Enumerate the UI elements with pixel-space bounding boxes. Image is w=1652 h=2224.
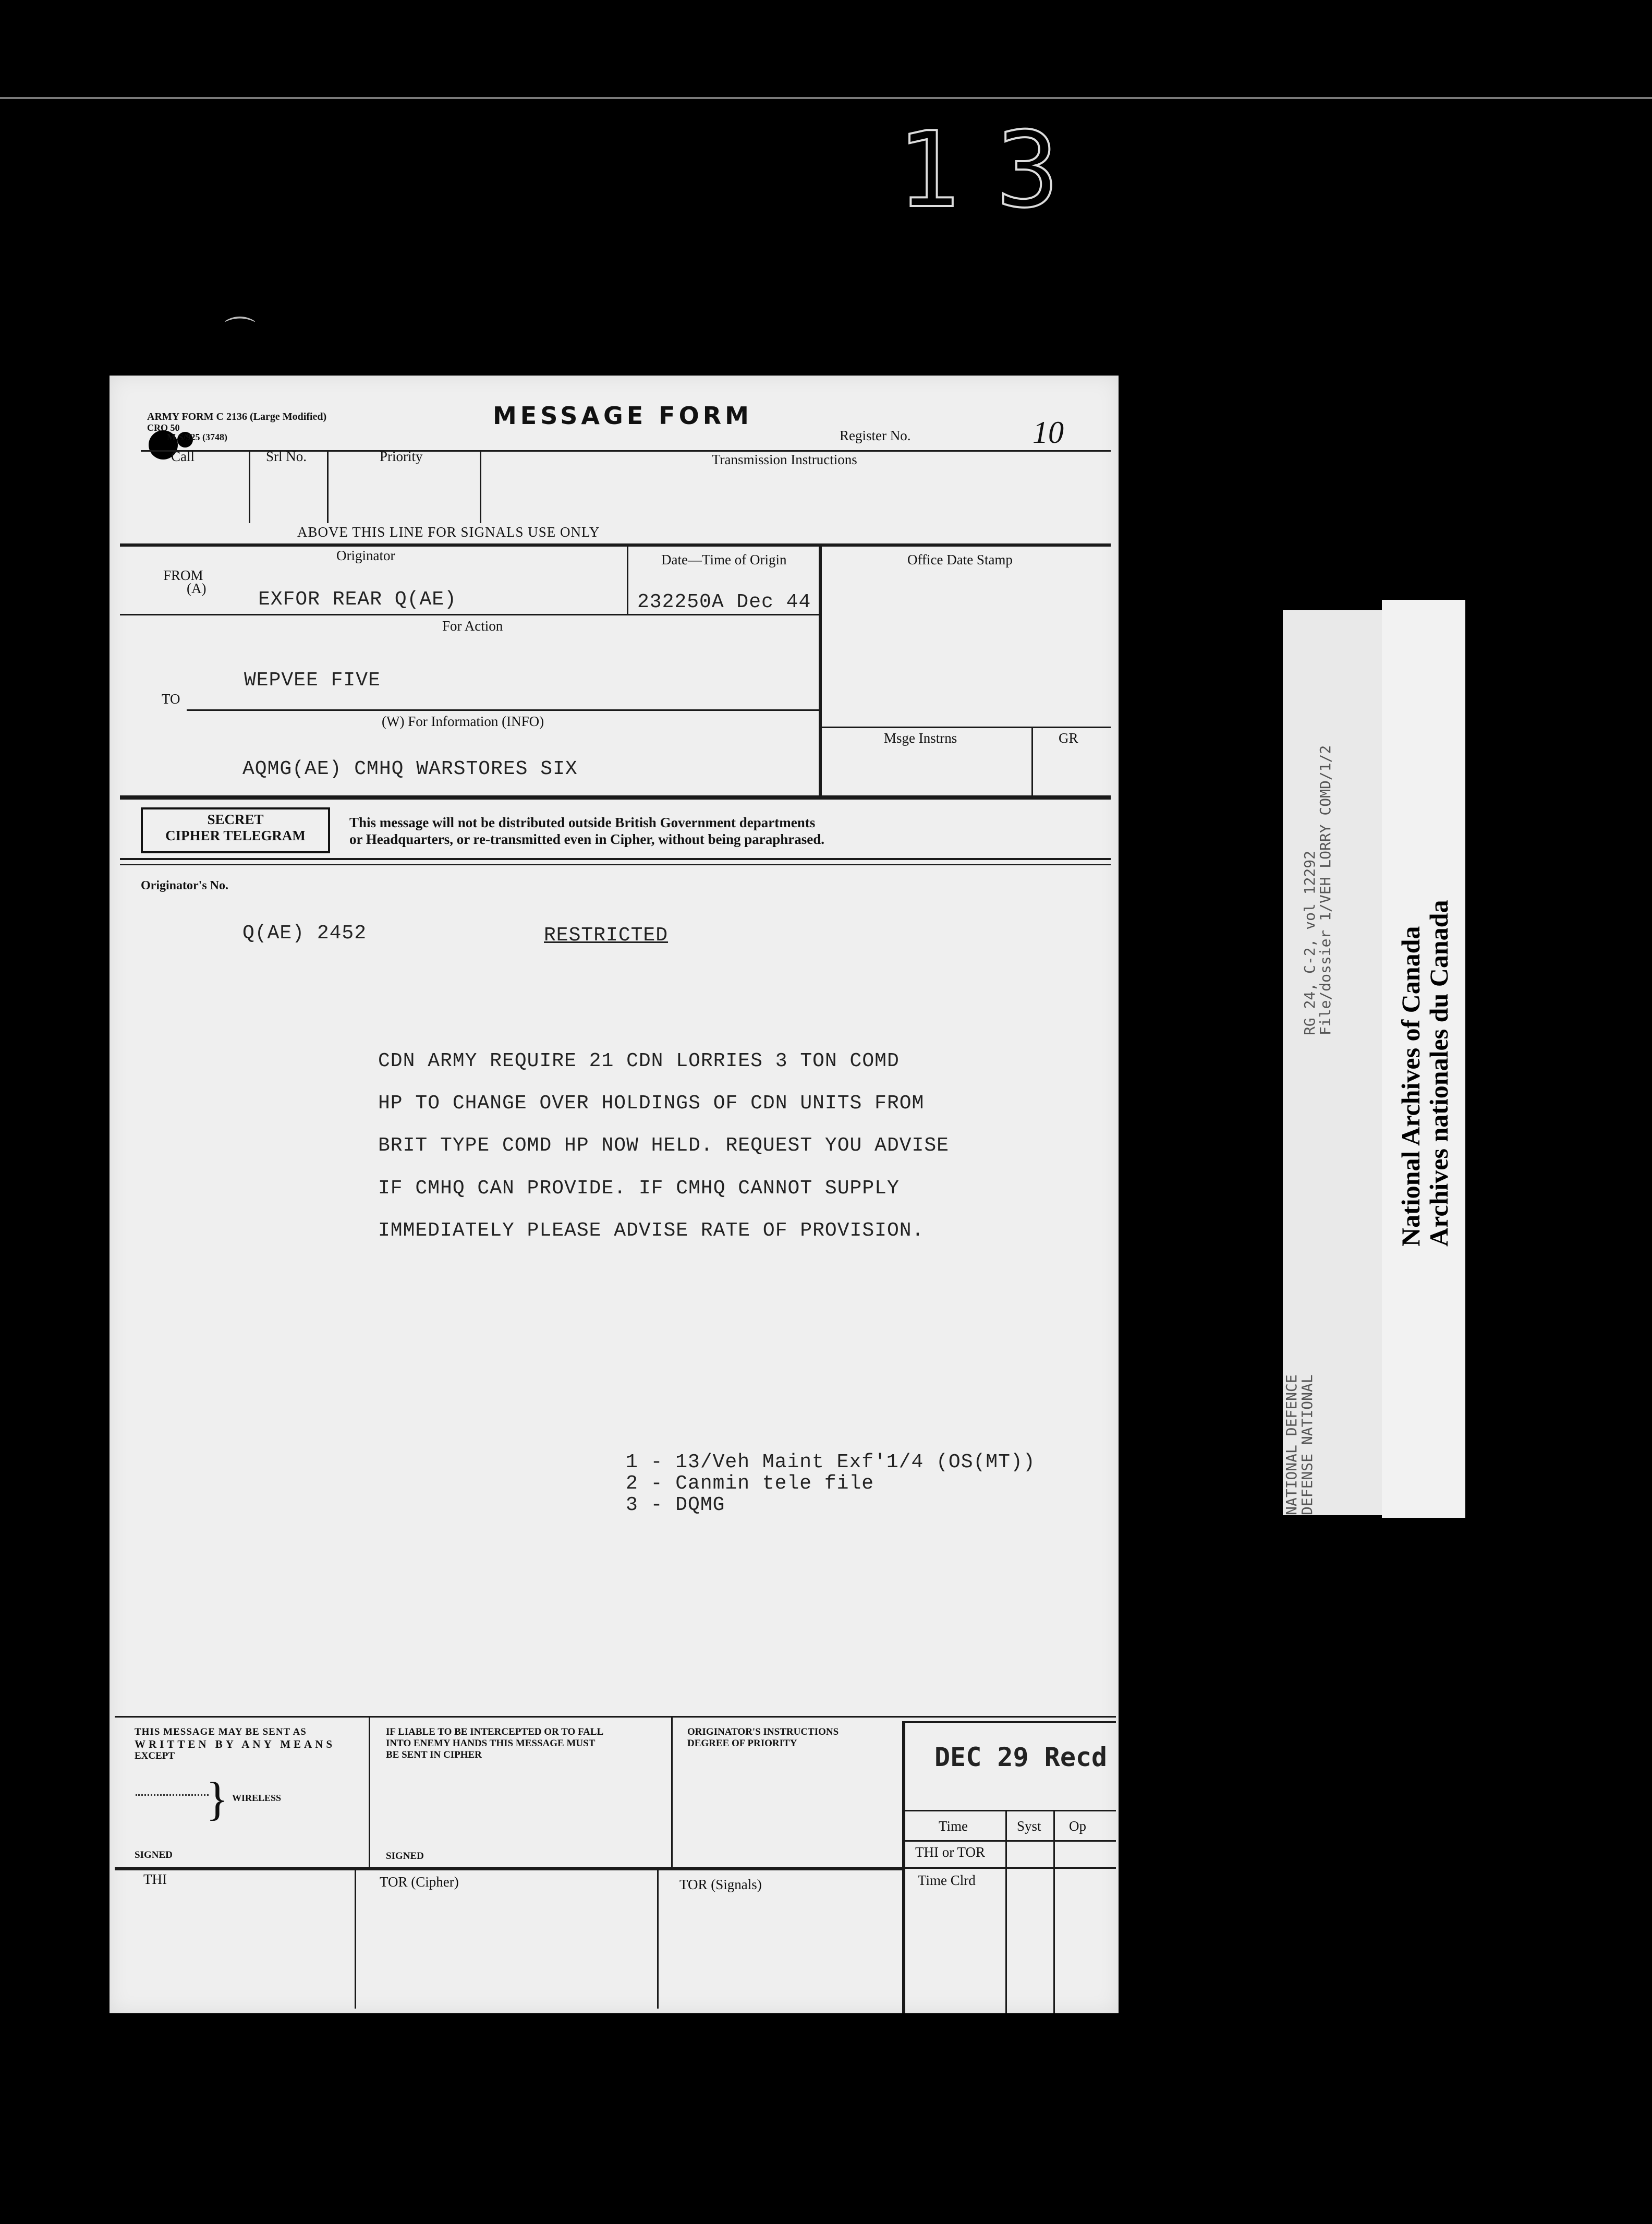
for-action-label: For Action <box>442 618 503 634</box>
army-form-number: ARMY FORM C 2136 (Large Modified) <box>147 411 327 422</box>
rule <box>115 1716 1116 1718</box>
footer-text: INTO ENEMY HANDS THIS MESSAGE MUST <box>386 1738 596 1749</box>
rule <box>120 864 1111 865</box>
info-value: AQMG(AE) CMHQ WARSTORES SIX <box>242 758 578 780</box>
info-label: (W) For Information (INFO) <box>382 714 544 729</box>
originator-label: Originator <box>336 548 395 563</box>
to-label: TO <box>162 691 180 707</box>
rule <box>369 1718 370 1869</box>
message-line: CDN ARMY REQUIRE 21 CDN LORRIES 3 TON COMD <box>378 1050 900 1072</box>
footer-text: IF LIABLE TO BE INTERCEPTED OR TO FALL <box>386 1726 604 1737</box>
rule <box>627 545 628 615</box>
signed-label: SIGNED <box>386 1851 424 1862</box>
archive-reference: RG 24, C-2, vol 12292 <box>1301 850 1318 1035</box>
distribution-warning: This message will not be distributed outside British Government departments <box>349 815 816 830</box>
rule <box>671 1718 673 1869</box>
priority-label: Priority <box>380 449 423 464</box>
form-code: M.S/925 (3748) <box>167 432 227 442</box>
to-value: WEPVEE FIVE <box>244 669 381 692</box>
date-time-value: 232250A Dec 44 <box>637 591 811 613</box>
originators-no-label: Originator's No. <box>141 879 228 892</box>
distribution-warning: or Headquarters, or re-transmitted even in Cipher, without being paraphrased. <box>349 831 824 847</box>
rule <box>120 543 1111 547</box>
time-clrd-label: Time Clrd <box>918 1872 976 1888</box>
rule <box>657 1870 659 2009</box>
rule <box>187 709 820 711</box>
film-speck: ⌒ <box>224 316 256 350</box>
rule <box>120 858 1111 860</box>
signals-only-line: ABOVE THIS LINE FOR SIGNALS USE ONLY <box>297 524 600 540</box>
rule <box>120 614 820 615</box>
time-label: Time <box>939 1818 968 1834</box>
secret-label: SECRET <box>207 812 264 827</box>
department-label: NATIONAL DEFENCE <box>1283 1374 1300 1515</box>
except-field <box>136 1794 209 1796</box>
from-sub-label: (A) <box>187 581 207 596</box>
rule <box>902 1840 1116 1842</box>
frame-number: 13 <box>897 110 1096 231</box>
distribution-item: 1 - 13/Veh Maint Exf'1/4 (OS(MT)) <box>626 1451 1036 1473</box>
tor-cipher-label: TOR (Cipher) <box>380 1874 459 1890</box>
department-label: DEFENSE NATIONAL <box>1298 1374 1316 1515</box>
archive-name-fr: Archives nationales du Canada <box>1424 900 1453 1247</box>
gr-label: GR <box>1059 730 1078 746</box>
footer-text: THIS MESSAGE MAY BE SENT AS <box>135 1726 307 1737</box>
originators-no-value: Q(AE) 2452 <box>242 922 367 945</box>
rule <box>355 1870 356 2009</box>
rule <box>819 545 822 798</box>
received-stamp: DEC 29 Recd <box>934 1742 1108 1772</box>
distribution-item: 2 - Canmin tele file <box>626 1472 874 1495</box>
wireless-label: WIRELESS <box>232 1793 282 1803</box>
film-edge-line <box>0 97 1652 99</box>
transmission-label: Transmission Instructions <box>712 452 857 467</box>
archive-reference: File/dossier 1/VEH LORRY COMD/1/2 <box>1317 745 1334 1035</box>
register-label: Register No. <box>840 428 911 443</box>
footer-text: BE SENT IN CIPHER <box>386 1749 482 1760</box>
form-title: MESSAGE FORM <box>493 402 752 430</box>
call-label: Call <box>171 449 195 464</box>
register-number: 10 <box>1032 415 1064 450</box>
thi-or-tor-label: THI or TOR <box>915 1844 985 1860</box>
rule <box>1031 727 1033 797</box>
message-line: IF CMHQ CAN PROVIDE. IF CMHQ CANNOT SUPPLY <box>378 1177 900 1200</box>
form-code: CRO 50 <box>147 422 180 433</box>
footer-text: ORIGINATOR'S INSTRUCTIONS <box>687 1726 839 1737</box>
op-label: Op <box>1069 1818 1086 1834</box>
syst-label: Syst <box>1017 1818 1041 1834</box>
rule <box>902 1810 1116 1811</box>
rule <box>902 1867 1116 1869</box>
office-stamp-label: Office Date Stamp <box>907 552 1013 567</box>
footer-text: WRITTEN BY ANY MEANS <box>135 1738 336 1750</box>
rule <box>120 795 1111 800</box>
srl-label: Srl No. <box>266 449 307 464</box>
message-line: IMMEDIATELY PLEASE ADVISE RATE OF PROVISION. <box>378 1219 925 1242</box>
message-form <box>110 376 1119 2013</box>
cipher-telegram-label: CIPHER TELEGRAM <box>165 828 306 843</box>
rule <box>819 727 1111 728</box>
rule <box>480 450 481 523</box>
rule <box>115 1867 905 1870</box>
brace: } <box>206 1773 229 1825</box>
secret-cipher-box <box>141 807 330 853</box>
footer-text: DEGREE OF PRIORITY <box>687 1738 797 1749</box>
footer-text: EXCEPT <box>135 1750 175 1761</box>
tor-signals-label: TOR (Signals) <box>679 1877 762 1892</box>
rule <box>249 450 250 523</box>
from-label: FROM <box>163 567 203 583</box>
message-line: BRIT TYPE COMD HP NOW HELD. REQUEST YOU ADVISE <box>378 1134 949 1157</box>
distribution-item: 3 - DQMG <box>626 1494 725 1516</box>
date-time-label: Date—Time of Origin <box>661 552 787 567</box>
rule <box>902 1721 1116 1723</box>
msge-instrns-label: Msge Instrns <box>884 730 957 746</box>
signed-label: SIGNED <box>135 1850 173 1860</box>
message-line: HP TO CHANGE OVER HOLDINGS OF CDN UNITS FROM <box>378 1092 925 1115</box>
archive-name-en: National Archives of Canada <box>1396 926 1425 1247</box>
classification: RESTRICTED <box>544 924 669 947</box>
thi-label: THI <box>143 1871 167 1887</box>
rule <box>327 450 329 523</box>
originator-value: EXFOR REAR Q(AE) <box>258 588 457 611</box>
